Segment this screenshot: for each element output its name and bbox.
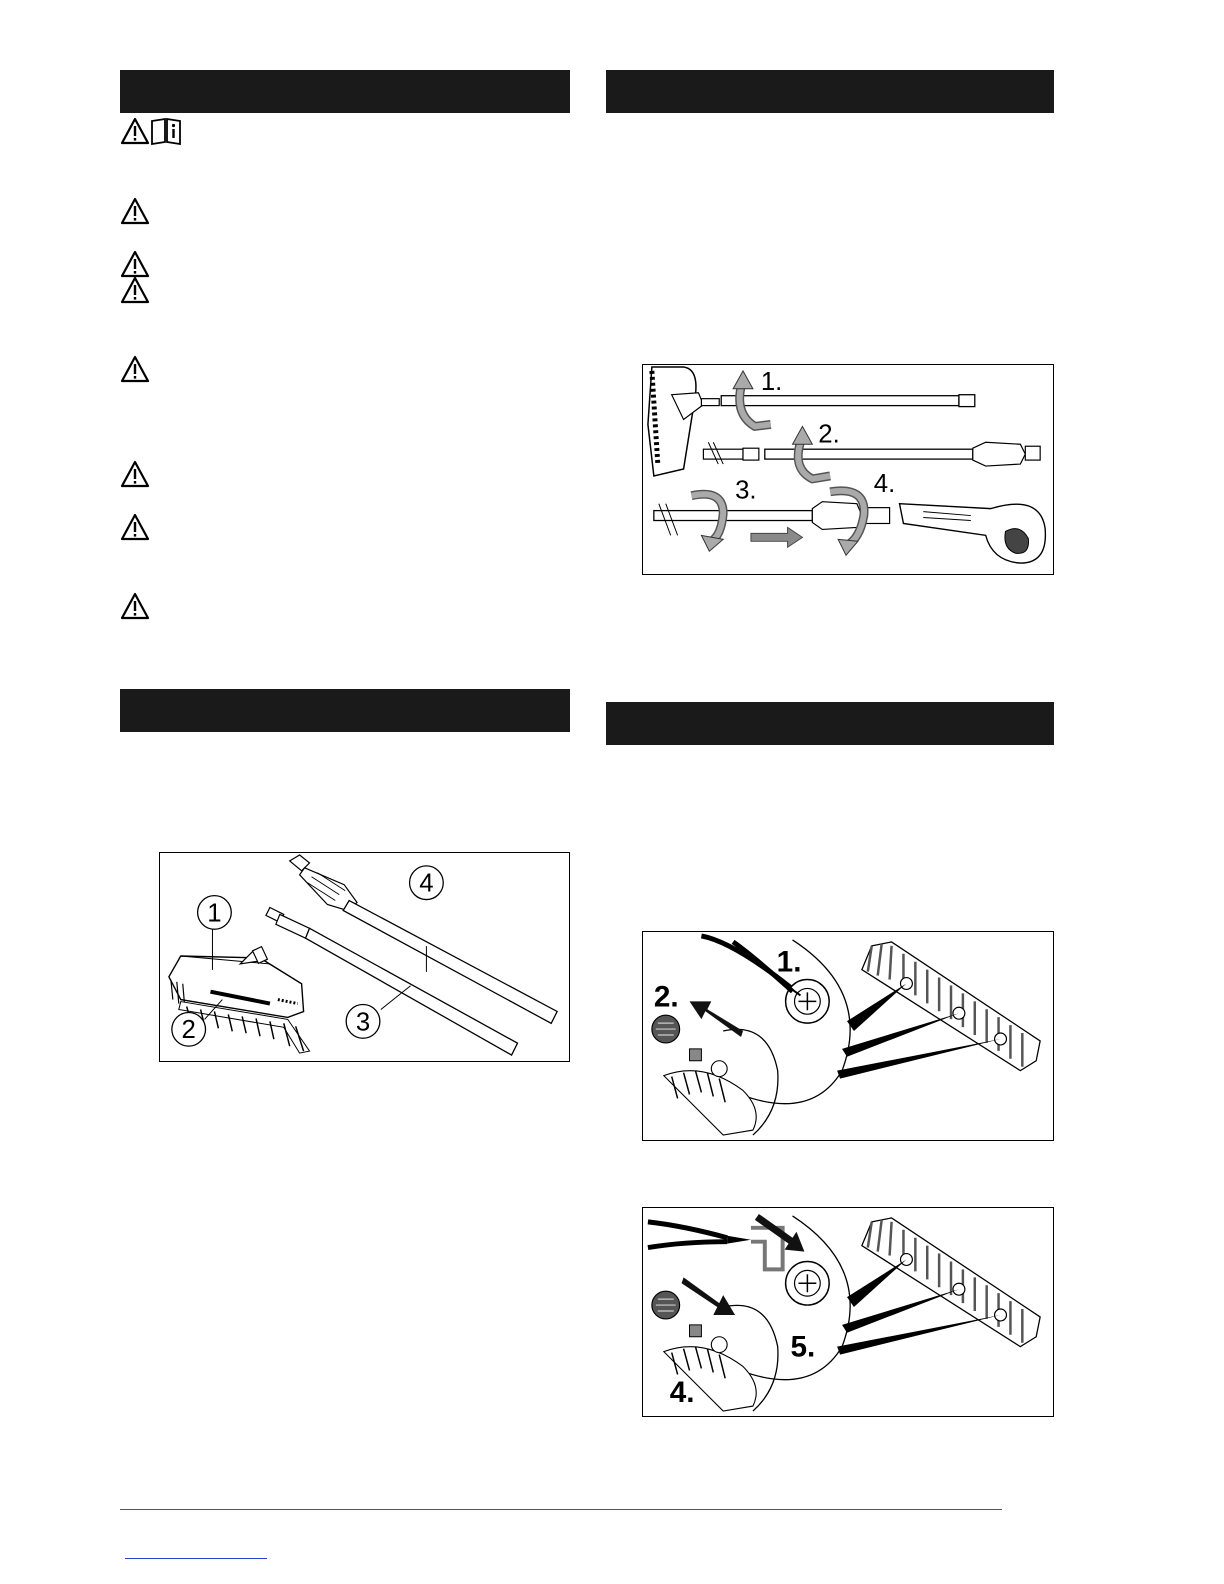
part-label: 4 xyxy=(419,869,434,898)
assembly-figure xyxy=(642,364,1054,575)
warning-triangle-icon xyxy=(120,276,150,304)
step-label: 5. xyxy=(790,1330,816,1364)
step-label: 4. xyxy=(873,469,896,498)
warning-triangle-icon xyxy=(120,355,150,383)
step-label: 1. xyxy=(760,367,783,396)
warning-triangle-icon xyxy=(120,592,150,620)
section-header-right-1 xyxy=(606,70,1054,113)
brush-removal-figure xyxy=(642,931,1054,1141)
warning-triangle-icon xyxy=(120,117,150,145)
step-label: 2. xyxy=(818,420,840,449)
footer-link-underline[interactable] xyxy=(125,1558,267,1559)
parts-overview-figure xyxy=(159,852,570,1062)
part-label: 3 xyxy=(355,1008,371,1037)
warning-triangle-icon xyxy=(120,197,150,225)
warning-triangle-icon xyxy=(120,250,150,278)
step-label: 2. xyxy=(653,980,679,1014)
part-label: 1 xyxy=(207,899,222,928)
warning-triangle-icon xyxy=(120,513,150,541)
warning-triangle-icon xyxy=(120,460,150,488)
section-header-left-2 xyxy=(120,689,570,732)
step-label: 1. xyxy=(776,945,802,979)
step-label: 4. xyxy=(669,1376,695,1410)
brush-insertion-figure xyxy=(642,1207,1054,1417)
part-label: 2 xyxy=(181,1016,196,1045)
section-header-right-2 xyxy=(606,702,1054,745)
footer-rule xyxy=(120,1509,1002,1510)
read-manual-icon xyxy=(150,117,182,145)
step-label: 3. xyxy=(735,476,757,505)
section-header-left-1 xyxy=(120,70,570,113)
